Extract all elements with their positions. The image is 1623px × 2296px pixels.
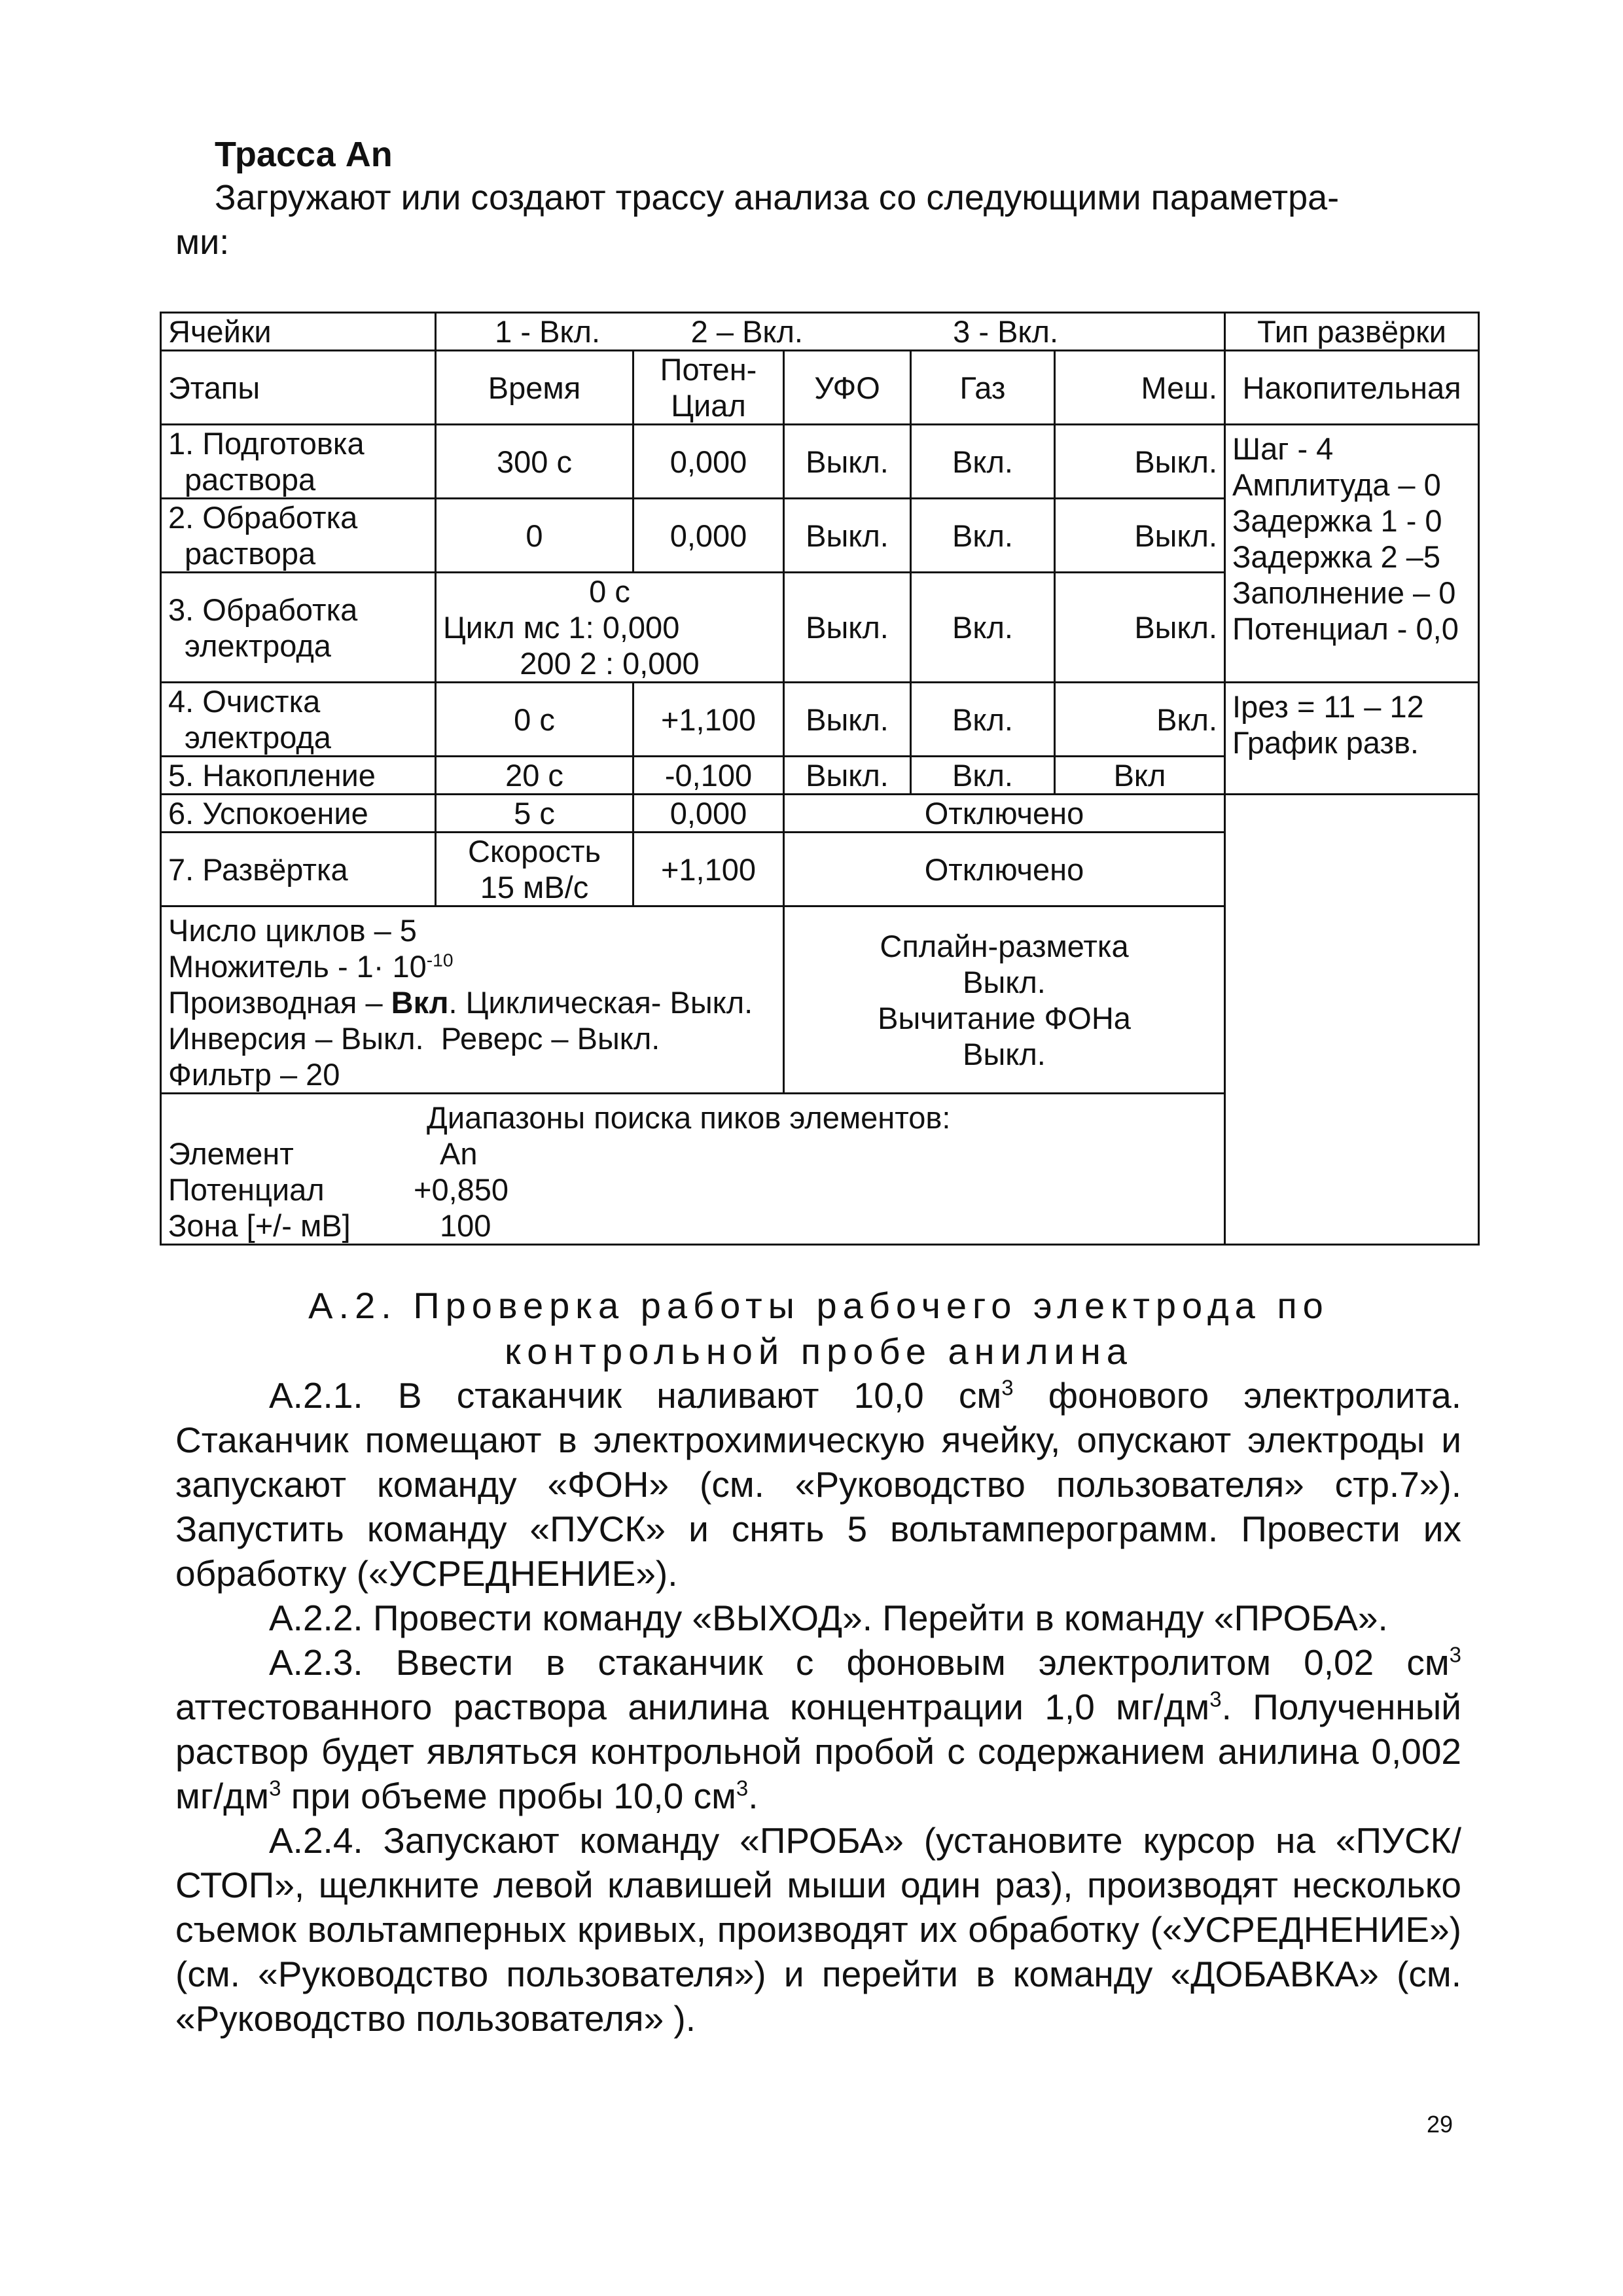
col-ufo: УФО [784, 351, 911, 425]
spline-settings: Сплайн-разметка Выкл. Вычитание ФОНа Выкл. [784, 906, 1225, 1094]
stage-time: 0 с [436, 683, 633, 757]
route-heading: Трасса An [215, 135, 393, 174]
paragraph-a22: А.2.2. Провести команду «ВЫХОД». Перейти в команду «ПРОБА». [269, 1598, 1388, 1638]
col-time: Время [436, 351, 633, 425]
stage-potential: 0,000 [633, 499, 784, 573]
stage-ufo: Выкл. [784, 573, 911, 683]
processing-settings [161, 906, 784, 1094]
sweep-param: Заполнение – 0 [1232, 575, 1456, 610]
paragraph-a21: А.2.1. В стаканчик наливают 10,0 $см^3$ фонового электролита. Стаканчик помещают в электрохимическую ячейку, опускают электроды и запускают команду «ФОН» (см. «Руководство пользователя» стр.7»). Запустить команду «ПУСК» и снять 5 вольтамперограмм. Провести их обработку («УСРЕДНЕНИЕ»). [175, 1375, 1461, 1594]
cell-1-state: 1 - Вкл. [495, 314, 600, 349]
col-gas: Газ [911, 351, 1055, 425]
stage-time: 5 с [436, 795, 633, 833]
stage-gas: Вкл. [911, 425, 1055, 499]
cells-states [436, 313, 1225, 351]
procedure-text [175, 1373, 1461, 2041]
stage-name: 2. Обработка раствора [161, 499, 436, 573]
header-row [161, 313, 1479, 351]
sweep-type-label: Тип развёрки [1225, 313, 1479, 351]
peak-element: Элемент An [168, 1136, 478, 1171]
derivative: Производная – Вкл. Циклическая- Выкл. [168, 985, 753, 1020]
columns-row [161, 351, 1479, 425]
intro-line-2: ми: [175, 223, 230, 262]
stage-disabled: Отключено [784, 795, 1225, 833]
stage-potential: +1,100 [633, 683, 784, 757]
peak-zone: Зона [+/- мВ] 100 [168, 1208, 491, 1243]
intro-line-1: Загружают или создают трассу анализа со следующими параметра- [215, 178, 1340, 217]
section-title: А.2. Проверка работы рабочего электрода по контрольной пробе анилина [308, 1285, 1329, 1372]
stage-time: 0 [436, 499, 633, 573]
stage-mix: Выкл. [1055, 499, 1225, 573]
paragraph-a23: А.2.3. Ввести в стаканчик с фоновым электролитом 0,02 $см^3$ аттестованного раствора анилина концентрации 1,0 $мг/дм^3$. Полученный раствор будет являться контрольной пробой с содержанием анилина 0,002 $мг/дм^3$ при объеме пробы 10,0 $см^3$. [175, 1642, 1461, 1816]
stage-potential: 0,000 [633, 425, 784, 499]
stage-gas: Вкл. [911, 683, 1055, 757]
col-stages: Этапы [161, 351, 436, 425]
peaks-title: Диапазоны поиска пиков элементов: [427, 1100, 951, 1135]
stage-name: 1. Подготовка раствора [161, 425, 436, 499]
stage-time: 20 с [436, 757, 633, 795]
sweep-param: Шаг - 4 [1232, 431, 1334, 466]
sweep-param: Потенциал - 0,0 [1232, 611, 1459, 646]
stage-disabled: Отключено [784, 833, 1225, 906]
stage-potential: -0,100 [633, 757, 784, 795]
stage-mix: Выкл. [1055, 573, 1225, 683]
sweep-params [1225, 425, 1479, 683]
stage-name: 5. Накопление [161, 757, 436, 795]
paragraph-a24: А.2.4. Запускают команду «ПРОБА» (установите курсор на «ПУСК/СТОП», щелкните левой клавишей мыши один раз), производят несколько съемок вольтамперных кривых, производят их обработку («УСРЕДНЕНИЕ») (см. «Руководство пользователя») и перейти в команду «ДОБАВКА» (см. «Руководство пользователя» ). [175, 1820, 1461, 2039]
table-row [161, 425, 1479, 499]
table-row [161, 795, 1479, 833]
sweep-param: Задержка 1 - 0 [1232, 503, 1442, 538]
cycles-count: Число циклов – 5 [168, 913, 417, 948]
stage-mix: Выкл. [1055, 425, 1225, 499]
page-number: 29 [1427, 2111, 1454, 2138]
sweep-param: Задержка 2 –5 [1232, 539, 1440, 574]
stage-name: 4. Очистка электрода [161, 683, 436, 757]
stage-name: 6. Успокоение [161, 795, 436, 833]
parameters-table [160, 312, 1480, 1246]
cell-3-state: 3 - Вкл. [953, 314, 1058, 349]
stage-gas: Вкл. [911, 757, 1055, 795]
current-param: График разв. [1232, 725, 1419, 760]
cell-2-state: 2 – Вкл. [690, 314, 803, 349]
peak-search-ranges [161, 1094, 1225, 1245]
stage-gas: Вкл. [911, 499, 1055, 573]
stage-potential: +1,100 [633, 833, 784, 906]
stage-name: 7. Развёртка [161, 833, 436, 906]
stage-mix: Вкл [1055, 757, 1225, 795]
col-potential: Потен- Циал [633, 351, 784, 425]
current-param: Iрез = 11 – 12 [1232, 689, 1424, 724]
intro-text [175, 175, 1458, 264]
inversion: Инверсия – Выкл. Реверс – Выкл. [168, 1021, 660, 1056]
stage-potential: 0,000 [633, 795, 784, 833]
col-accumulative: Накопительная [1225, 351, 1479, 425]
multiplier: Множитель - $1\cdot 10^{-10}$ [168, 949, 454, 984]
cells-label: Ячейки [161, 313, 436, 351]
filter: Фильтр – 20 [168, 1057, 340, 1092]
stage-speed: Скорость 15 мВ/с [436, 833, 633, 906]
stage-ufo: Выкл. [784, 499, 911, 573]
current-params [1225, 683, 1479, 795]
stage-time: 300 с [436, 425, 633, 499]
stage-mix: Вкл. [1055, 683, 1225, 757]
stage-name: 3. Обработка электрода [161, 573, 436, 683]
empty-cell [1225, 795, 1479, 1245]
peak-potential: Потенциал +0,850 [168, 1172, 509, 1207]
stage-ufo: Выкл. [784, 757, 911, 795]
stage-ufo: Выкл. [784, 683, 911, 757]
stage-gas: Вкл. [911, 573, 1055, 683]
sweep-param: Амплитуда – 0 [1232, 467, 1441, 502]
stage-ufo: Выкл. [784, 425, 911, 499]
table-row [161, 683, 1479, 757]
stage-cycle-settings: 0 с Цикл мс 1: 0,000 200 2 : 0,000 [436, 573, 784, 683]
col-mix: Меш. [1055, 351, 1225, 425]
